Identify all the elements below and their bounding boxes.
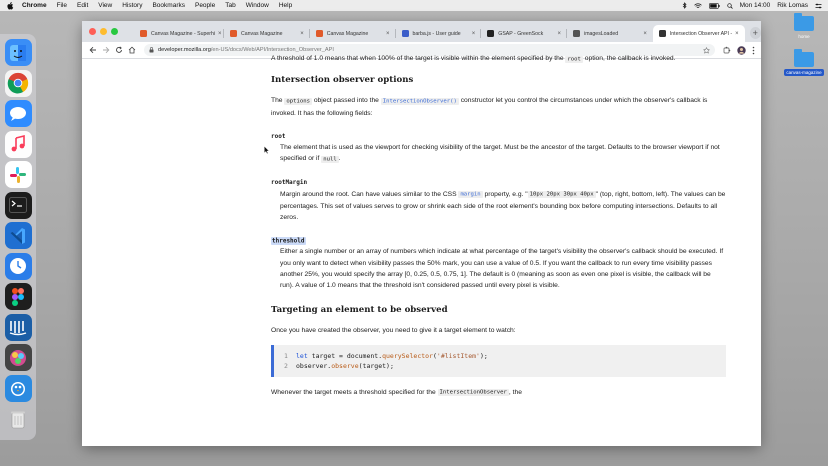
tab-title: Intersection Observer API -: [669, 30, 733, 37]
definition-threshold: Either a single number or an array of numbers which indicate at what percentage of the target's visibility the observer's callback should be executed. If you only want to detect when visibility passes the 50% mark, you can use a value of 0.5. If you want the callback to run every time visibility passes another 25%, you would specify the array [0, 0.25, 0.5, 0.75, 1]. The default is 0 (meaning as soon as even one pixel is visible, the callback will be run). A value of 1.0 means that the threshold isn't considered passed until every pixel is visible.: [280, 248, 724, 290]
minimize-window-button[interactable]: [100, 28, 107, 35]
home-button[interactable]: [127, 44, 137, 56]
tab-title: barba.js - User guide: [412, 30, 461, 37]
term-rootmargin: [271, 177, 726, 188]
tab-canvas-magazine-2[interactable]: [310, 25, 396, 42]
tab-canvas-magazine-1[interactable]: [224, 25, 310, 42]
menu-view[interactable]: View: [98, 2, 113, 9]
chrome-icon[interactable]: [5, 70, 32, 97]
folder-icon: [794, 16, 814, 31]
music-icon[interactable]: [5, 131, 32, 158]
link-intersectionobserver-constructor[interactable]: IntersectionObserver(): [382, 98, 457, 105]
inline-code-options: options: [286, 98, 310, 105]
code-function: querySelector: [382, 351, 433, 360]
code-text: );: [479, 351, 488, 360]
definition-root: [271, 142, 726, 165]
slack-icon[interactable]: [5, 161, 32, 188]
menu-help[interactable]: Help: [278, 2, 293, 9]
apple-icon[interactable]: [6, 2, 14, 10]
url-path: /en-US/docs/Web/API/Intersection_Observer_API: [210, 47, 334, 53]
tab-title: Canvas Magazine: [241, 30, 283, 37]
text-span: A threshold of 1.0 means that when 100% of the target is visible within the element specified by the: [271, 55, 566, 62]
desktop-folder-label: home: [798, 34, 810, 39]
text-span: The: [271, 97, 285, 105]
profile-avatar[interactable]: [737, 46, 746, 55]
menu-people[interactable]: People: [194, 2, 216, 9]
menu-edit[interactable]: Edit: [77, 2, 89, 9]
bird-icon[interactable]: [5, 375, 32, 402]
toolbar-right: [723, 46, 755, 55]
code-text: (: [432, 351, 437, 360]
tab-favicon: [316, 30, 323, 37]
term-root-label: root: [271, 132, 286, 140]
figma-icon[interactable]: [5, 283, 32, 310]
text-span: Whenever the target meets a threshold specified for the: [271, 388, 438, 396]
text-span: , the: [508, 388, 522, 396]
back-button[interactable]: [88, 44, 98, 56]
menubar-user[interactable]: Rik Lomas: [777, 2, 808, 9]
tab-favicon: [230, 30, 237, 37]
messages-icon[interactable]: [5, 100, 32, 127]
new-tab-button[interactable]: +: [750, 27, 761, 39]
tab-gsap[interactable]: [481, 25, 567, 42]
close-tab-icon[interactable]: ×: [643, 30, 647, 37]
bluetooth-icon[interactable]: [682, 2, 687, 9]
code-text: observer.: [296, 361, 332, 370]
text-span: " (top, right, bottom, left). The values can be percentages. This set of values serves to grow or shrink each side of the root element's bounding box before computing intersections. Defaults to all zeros.: [280, 190, 726, 222]
code-text: (target);: [358, 361, 394, 370]
menu-window[interactable]: Window: [245, 2, 269, 9]
tab-title: Canvas Magazine - Superhi: [151, 30, 216, 37]
menu-app-name[interactable]: Chrome: [22, 2, 47, 9]
close-window-button[interactable]: [89, 28, 96, 35]
code-example: [271, 345, 726, 377]
text-span: constructor let you control the circumstances under which the observer's callback is invoked. It has the following fields:: [271, 97, 708, 117]
menubar-clock[interactable]: Mon 14:00: [739, 2, 771, 9]
tab-title: Canvas Magazine: [326, 30, 369, 37]
tab-favicon: [659, 30, 666, 37]
menu-tab[interactable]: Tab: [225, 2, 236, 9]
menu-file[interactable]: File: [56, 2, 68, 9]
line-number: 1: [284, 351, 288, 360]
reload-button[interactable]: [114, 44, 124, 56]
tab-favicon: [487, 30, 494, 37]
tab-favicon: [573, 30, 580, 37]
photo-booth-icon[interactable]: [5, 344, 32, 371]
inline-code-null: null: [323, 156, 337, 163]
desktop-folder-canvas-magazine[interactable]: [781, 52, 827, 76]
inline-code-margin-value: 10px 20px 30px 40px: [529, 191, 594, 198]
text-span: option, the callback is invoked.: [582, 55, 676, 62]
code-function: observe: [331, 361, 359, 370]
menu-bookmarks[interactable]: Bookmarks: [152, 2, 185, 9]
tab-favicon: [402, 30, 409, 37]
term-threshold-label: threshold: [272, 237, 305, 245]
lock-icon[interactable]: [149, 47, 154, 53]
control-center-icon[interactable]: [815, 3, 822, 9]
tab-strip: [82, 21, 761, 42]
dock: [0, 34, 36, 440]
tab-title: imagesLoaded: [584, 30, 619, 37]
browser-window: [82, 21, 761, 446]
menubar-status-area: [682, 2, 822, 9]
term-root: [271, 131, 726, 142]
heading-targeting: Targeting an element to be observed: [271, 305, 448, 316]
window-controls: [89, 28, 118, 35]
tab-title: GSAP - GreenSock: [498, 30, 544, 37]
menu-history[interactable]: History: [122, 2, 143, 9]
code-line-2: [284, 361, 718, 371]
text-span: .: [338, 155, 341, 163]
targeting-paragraph: Once you have created the observer, you need to give it a target element to watch:: [271, 327, 516, 335]
tab-intersection-observer[interactable]: [653, 25, 745, 42]
link-css-margin[interactable]: margin: [460, 191, 481, 198]
browser-menu-icon[interactable]: [752, 46, 755, 55]
desktop-folder-home[interactable]: [781, 16, 827, 40]
page-content: [82, 55, 761, 446]
url-host: developer.mozilla.org: [158, 47, 211, 53]
close-tab-icon[interactable]: ×: [557, 30, 562, 37]
inline-code-intersectionobserver: IntersectionObserver: [439, 389, 507, 396]
close-tab-icon[interactable]: ×: [218, 30, 222, 37]
code-string: '#listItem': [436, 351, 480, 360]
close-tab-icon[interactable]: ×: [386, 30, 390, 37]
code-keyword: let: [296, 351, 308, 360]
text-span: Margin around the root. Can have values similar to the CSS: [280, 190, 459, 198]
mac-menu-bar: [0, 0, 828, 11]
text-span: property, e.g. ": [482, 190, 528, 198]
text-span: The element that is used as the viewport for checking visibility of the target. Must be the ancestor of the target. Defaults to the browser viewport if not specified or if: [280, 144, 720, 163]
forward-button[interactable]: [101, 44, 111, 56]
terminal-icon[interactable]: [5, 192, 32, 219]
app-columns-icon[interactable]: [5, 314, 32, 341]
tab-favicon: [140, 30, 147, 37]
article-body: [271, 53, 726, 407]
closing-paragraph: [271, 387, 726, 399]
zoom-window-button[interactable]: [111, 28, 118, 35]
battery-icon[interactable]: [709, 3, 720, 9]
intro-paragraph: [271, 53, 726, 65]
search-icon[interactable]: [727, 3, 733, 9]
wifi-icon[interactable]: [694, 3, 702, 9]
inline-code-root: root: [567, 56, 581, 62]
clock-icon[interactable]: [5, 253, 32, 280]
code-text: target = document.: [307, 351, 383, 360]
close-tab-icon[interactable]: ×: [471, 30, 476, 37]
code-line-1: [284, 351, 718, 361]
tab-imagesloaded[interactable]: [567, 25, 653, 42]
trash-icon[interactable]: [5, 405, 32, 432]
heading-options: Intersection observer options: [271, 75, 414, 86]
tab-barba[interactable]: [396, 25, 482, 42]
folder-icon: [794, 52, 814, 67]
line-number: 2: [284, 361, 288, 370]
definition-rootmargin: [271, 189, 726, 224]
options-paragraph: [271, 95, 726, 118]
text-span: object passed into the: [311, 97, 381, 105]
close-tab-icon[interactable]: ×: [735, 30, 739, 37]
term-rootmargin-label: rootMargin: [271, 179, 308, 187]
vscode-icon[interactable]: [5, 222, 32, 249]
close-tab-icon[interactable]: ×: [300, 30, 304, 37]
term-threshold: [271, 235, 726, 246]
tab-canvas-superhi[interactable]: [134, 25, 224, 42]
desktop-folder-label: canvas-magazine: [786, 70, 822, 75]
mouse-cursor-icon: [264, 141, 268, 148]
finder-icon[interactable]: [5, 39, 32, 66]
